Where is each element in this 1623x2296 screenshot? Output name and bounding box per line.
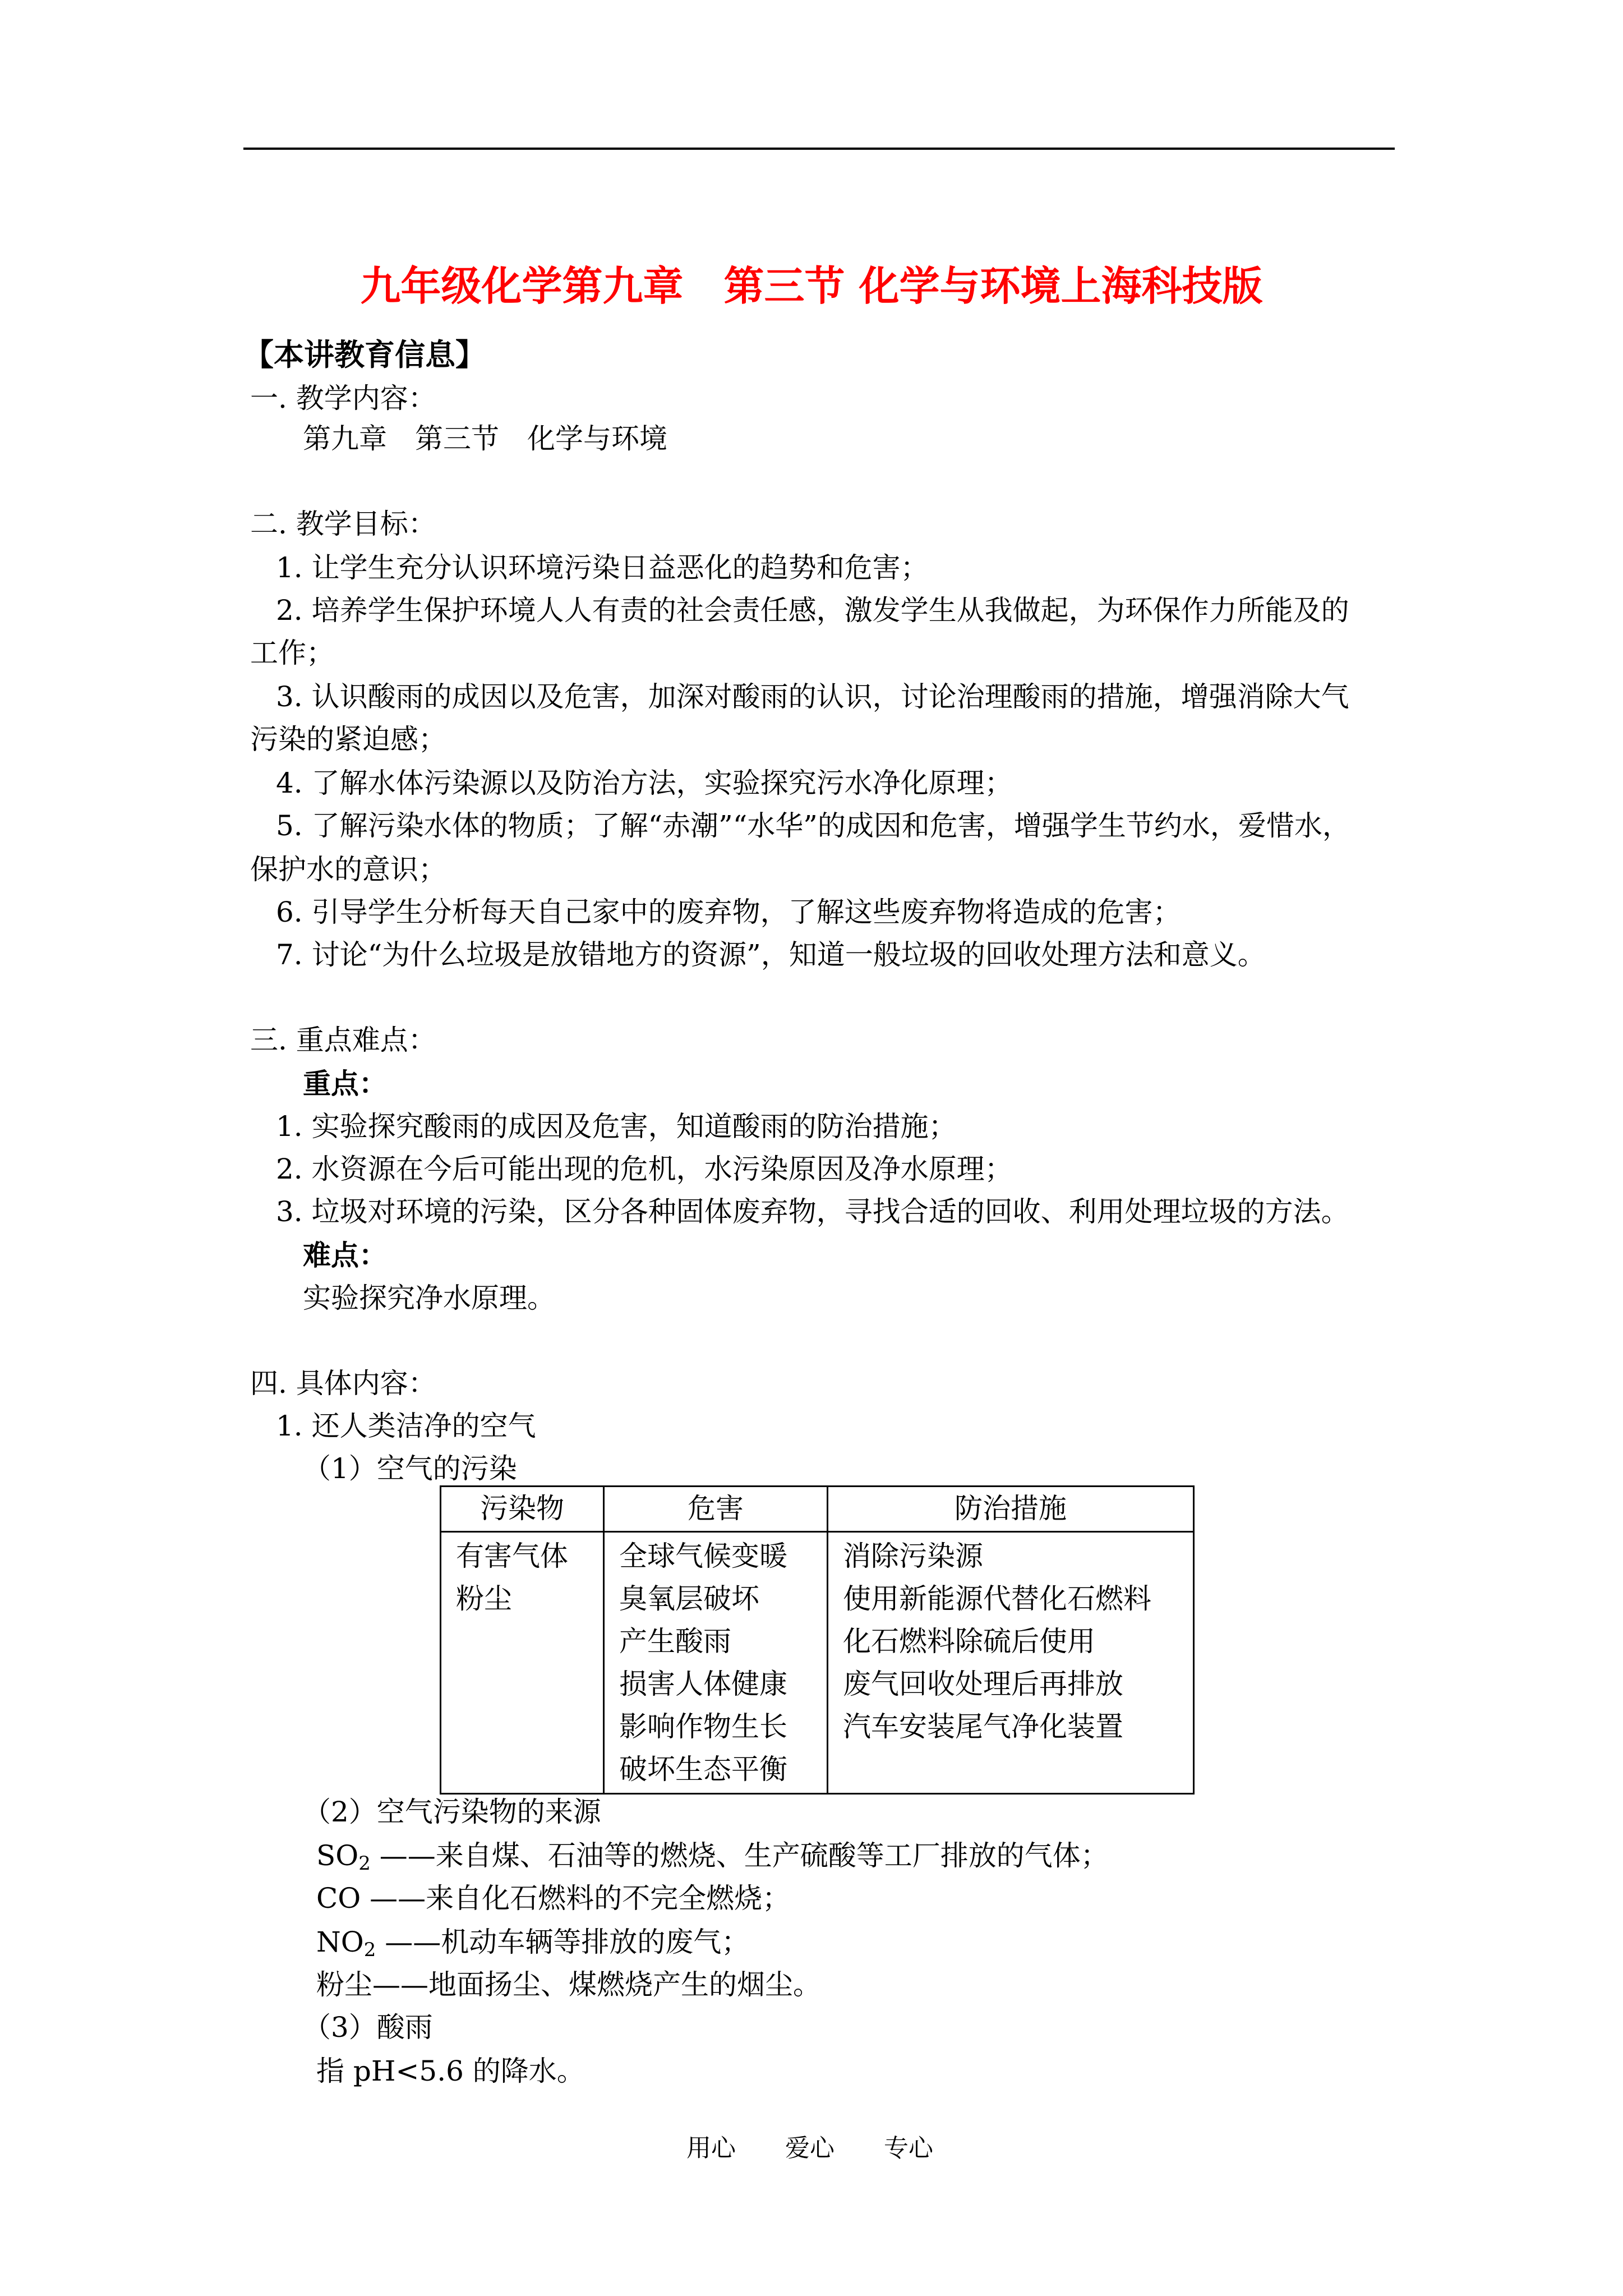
subsection-heading: 1. 还人类洁净的空气 <box>276 1410 536 1442</box>
subsection-heading: （1）空气的污染 <box>303 1452 517 1485</box>
measure-item: 废气回收处理后再排放 <box>843 1668 1123 1700</box>
part2-heading: 二. 教学目标： <box>250 508 436 540</box>
air-pollution-table <box>440 1485 1195 1795</box>
table-header: 防治措施 <box>828 1487 1194 1532</box>
objective-line: 3. 认识酸雨的成因以及危害，加深对酸雨的认识，讨论治理酸雨的措施，增强消除大气 <box>276 680 1349 713</box>
objective-line: 工作； <box>250 637 334 669</box>
measures-cell <box>828 1532 1194 1794</box>
table-header: 危害 <box>604 1487 828 1532</box>
objective-line: 6. 引导学生分析每天自己家中的废弃物，了解这些废弃物将造成的危害； <box>276 896 1181 928</box>
page-footer <box>686 2132 983 2165</box>
part1-heading: 一. 教学内容： <box>250 382 436 415</box>
source-line-no2 <box>316 1923 749 1961</box>
hazard-item: 臭氧层破坏 <box>619 1582 759 1615</box>
hazard-item: 产生酸雨 <box>619 1625 731 1658</box>
no2-description: ——机动车辆等排放的废气； <box>376 1926 750 1958</box>
so2-formula: SO <box>316 1839 359 1872</box>
measure-item: 消除污染源 <box>843 1540 983 1572</box>
table-header: 污染物 <box>441 1487 604 1532</box>
key-point-item: 1. 实验探究酸雨的成因及危害，知道酸雨的防治措施； <box>276 1110 957 1143</box>
acid-rain-definition: 指 pH<5.6 的降水。 <box>316 2055 585 2087</box>
objective-line: 5. 了解污染水体的物质；了解“赤潮”“水华”的成因和危害，增强学生节约水，爱惜水， <box>276 809 1350 842</box>
pollutant-item: 有害气体 <box>456 1540 568 1572</box>
subsection-heading: （3）酸雨 <box>303 2011 433 2044</box>
hazard-item: 影响作物生长 <box>619 1710 787 1743</box>
pollutant-item: 粉尘 <box>456 1582 512 1615</box>
hazard-item: 破坏生态平衡 <box>619 1753 787 1786</box>
subsection-heading: （2）空气污染物的来源 <box>303 1796 601 1828</box>
part1-content: 第九章 第三节 化学与环境 <box>303 422 667 455</box>
document-title: 九年级化学第九章 第三节 化学与环境上海科技版 <box>360 263 1263 310</box>
footer-text: 用心 <box>686 2134 736 2162</box>
objective-line: 污染的紧迫感； <box>250 723 446 756</box>
objective-line: 7. 讨论“为什么垃圾是放错地方的资源”，知道一般垃圾的回收处理方法和意义。 <box>276 938 1266 971</box>
source-line-so2 <box>316 1837 1109 1875</box>
footer-text: 专心 <box>884 2134 933 2162</box>
hazard-item: 全球气候变暖 <box>619 1540 787 1572</box>
table-row <box>441 1532 1194 1794</box>
objective-line: 2. 培养学生保护环境人人有责的社会责任感，激发学生从我做起，为环保作力所能及的 <box>276 594 1349 627</box>
no2-subscript: 2 <box>363 1939 376 1961</box>
objective-line: 4. 了解水体污染源以及防治方法，实验探究污水净化原理； <box>276 767 1013 799</box>
footer-text: 爱心 <box>785 2134 834 2162</box>
header-rule <box>243 148 1395 150</box>
difficult-point-text: 实验探究净水原理。 <box>303 1282 555 1314</box>
key-points-label: 重点： <box>303 1067 387 1100</box>
key-point-item: 2. 水资源在今后可能出现的危机，水污染原因及净水原理； <box>276 1153 1013 1185</box>
measure-item: 化石燃料除硫后使用 <box>843 1625 1095 1658</box>
part4-heading: 四. 具体内容： <box>250 1367 436 1400</box>
source-line-dust: 粉尘——地面扬尘、煤燃烧产生的烟尘。 <box>316 1968 821 2001</box>
difficult-points-label: 难点： <box>303 1239 387 1272</box>
part3-heading: 三. 重点难点： <box>250 1024 436 1056</box>
table-header-row <box>441 1487 1194 1532</box>
section-heading: 【本讲教育信息】 <box>243 337 486 372</box>
key-point-item: 3. 垃圾对环境的污染，区分各种固体废弃物，寻找合适的回收、利用处理垃圾的方法。 <box>276 1195 1349 1228</box>
pollutants-cell <box>441 1532 604 1794</box>
measure-item: 汽车安装尾气净化装置 <box>843 1710 1123 1743</box>
so2-description: ——来自煤、石油等的燃烧、生产硫酸等工厂排放的气体； <box>370 1839 1109 1872</box>
hazards-cell <box>604 1532 828 1794</box>
measure-item: 使用新能源代替化石燃料 <box>843 1582 1151 1615</box>
hazard-item: 损害人体健康 <box>619 1668 787 1700</box>
objective-line: 保护水的意识； <box>250 853 446 886</box>
no2-formula: NO <box>316 1926 364 1958</box>
so2-subscript: 2 <box>358 1852 371 1875</box>
objective-line: 1. 让学生充分认识环境污染日益恶化的趋势和危害； <box>276 551 929 584</box>
source-line-co: CO ——来自化石燃料的不完全燃烧； <box>316 1882 791 1915</box>
